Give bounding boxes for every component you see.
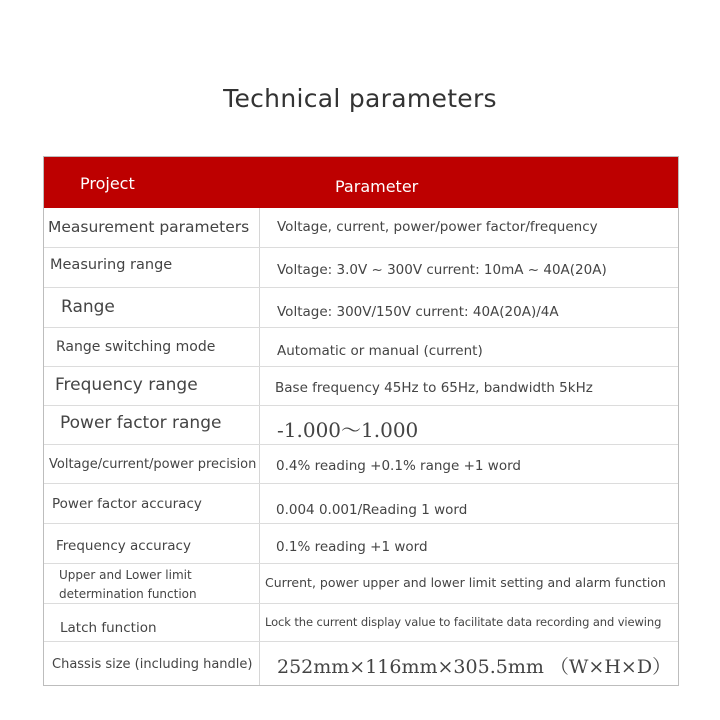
row-parameter: Lock the current display value to facilitate data recording and viewing <box>265 615 662 629</box>
row-project-line1: Upper and Lower limit <box>59 568 192 582</box>
table-row <box>44 287 678 327</box>
header-parameter: Parameter <box>335 177 419 196</box>
table-header <box>44 157 678 208</box>
row-project: Frequency accuracy <box>56 538 191 554</box>
row-project-line2: determination function <box>59 587 197 601</box>
row-parameter: Base frequency 45Hz to 65Hz, bandwidth 5kHz <box>275 380 593 396</box>
page-title: Technical parameters <box>223 84 497 113</box>
table-row <box>44 366 678 405</box>
table-row <box>44 523 678 563</box>
row-project: Power factor accuracy <box>52 496 202 512</box>
table-row <box>44 483 678 523</box>
table-row <box>44 563 678 603</box>
row-project: Range <box>61 297 115 317</box>
row-project: Frequency range <box>55 375 198 395</box>
row-project: Measurement parameters <box>48 218 250 236</box>
row-project: Chassis size (including handle) <box>52 657 253 672</box>
row-parameter: Current, power upper and lower limit setting and alarm function <box>265 575 666 590</box>
row-project: Latch function <box>60 620 157 636</box>
row-project: Power factor range <box>60 413 222 433</box>
row-parameter: 252mm×116mm×305.5mm （W×H×D） <box>277 656 672 678</box>
spec-table <box>43 156 679 686</box>
row-parameter: 0.004 0.001/Reading 1 word <box>276 502 468 518</box>
row-parameter: 0.1% reading +1 word <box>276 539 428 555</box>
table-row <box>44 444 678 483</box>
table-row <box>44 405 678 444</box>
table-row <box>44 327 678 366</box>
row-parameter: Voltage: 300V/150V current: 40A(20A)/4A <box>277 304 559 320</box>
table-row <box>44 247 678 287</box>
header-project: Project <box>80 174 135 193</box>
row-project: Range switching mode <box>56 339 216 355</box>
row-parameter: Automatic or manual (current) <box>277 343 483 359</box>
table-row <box>44 208 678 247</box>
row-parameter: Voltage, current, power/power factor/frequency <box>277 219 598 235</box>
table-row <box>44 641 678 685</box>
row-parameter: -1.000～1.000 <box>277 418 419 442</box>
table-row <box>44 603 678 641</box>
row-project: Measuring range <box>50 257 173 273</box>
row-parameter: Voltage: 3.0V ~ 300V current: 10mA ~ 40A(20A) <box>277 262 607 278</box>
row-project: Voltage/current/power precision <box>49 457 257 472</box>
row-parameter: 0.4% reading +0.1% range +1 word <box>276 458 521 474</box>
